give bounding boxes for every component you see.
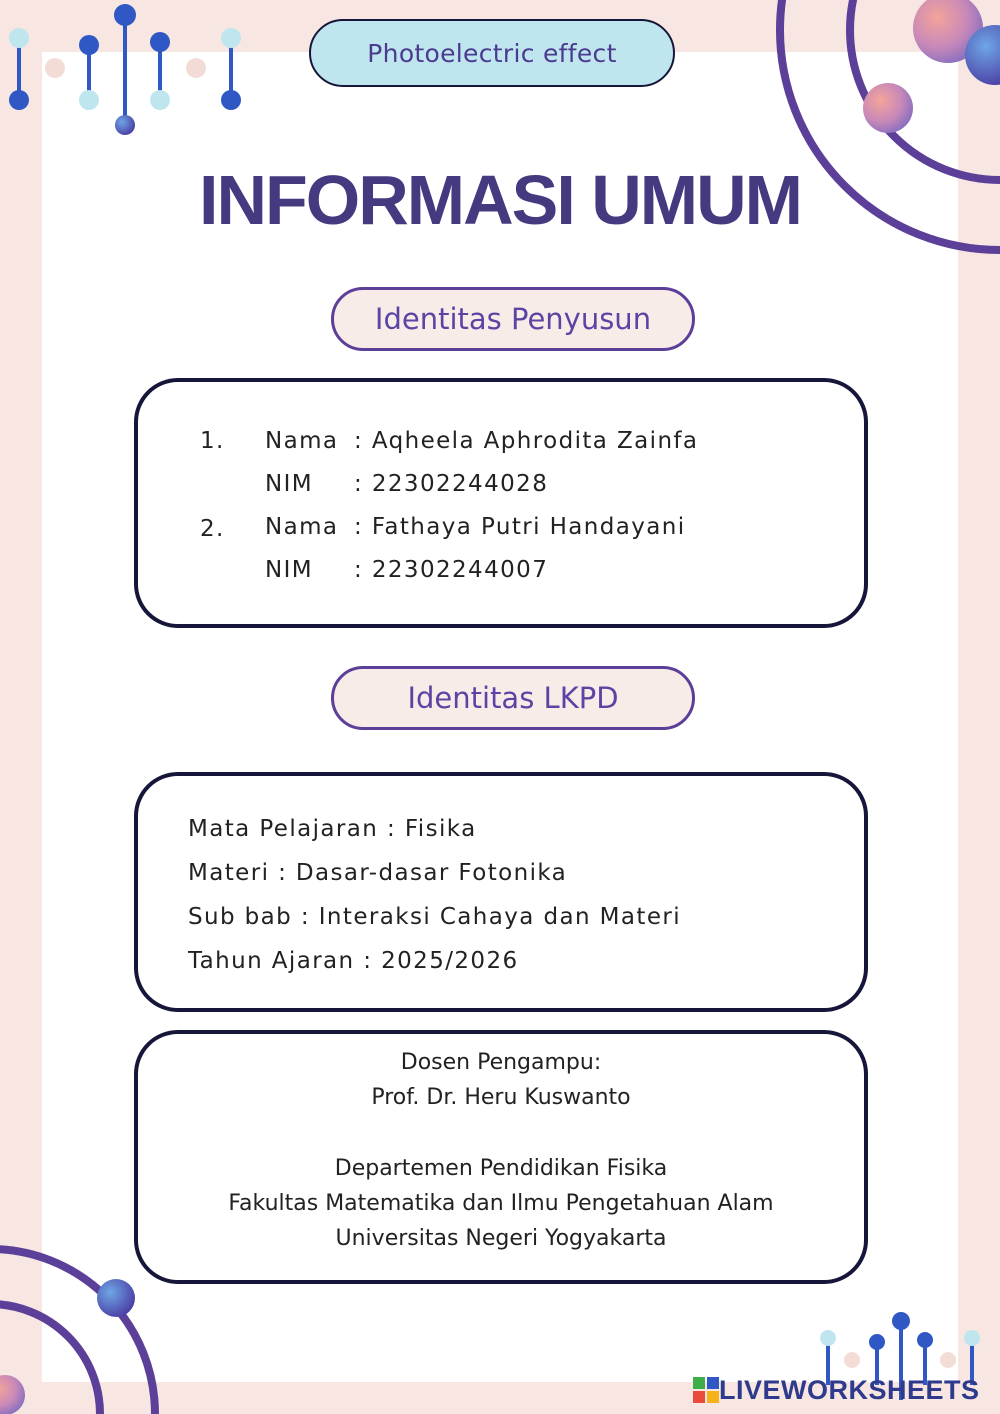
section-heading-lkpd: Identitas LKPD <box>331 666 695 730</box>
penyusun-box <box>134 378 868 628</box>
department-name: Departemen Pendidikan Fisika <box>334 1156 668 1181</box>
lkpd-box <box>134 772 868 1012</box>
section-heading-penyusun: Identitas Penyusun <box>331 287 695 351</box>
liveworksheets-logo-icon <box>693 1377 719 1403</box>
dosen-label: Dosen Pengampu: <box>400 1050 602 1075</box>
topic-pill: Photoelectric effect <box>309 19 675 87</box>
author-1-nama-value: : Aqheela Aphrodita Zainfa <box>354 428 699 454</box>
author-1-nim-label: NIM <box>265 471 314 497</box>
molecule-top-left-icon <box>9 4 241 135</box>
author-2-nama-value: : Fathaya Putri Handayani <box>354 514 686 540</box>
author-1-number: 1. <box>200 428 225 454</box>
author-2-nama-label: Nama <box>265 514 339 540</box>
dosen-name: Prof. Dr. Heru Kuswanto <box>371 1085 631 1110</box>
orbit-bottom-left-icon <box>0 1249 155 1414</box>
faculty-name: Fakultas Matematika dan Ilmu Pengetahuan Alam <box>228 1191 774 1216</box>
author-2-nim-label: NIM <box>265 557 314 583</box>
dosen-box <box>134 1030 868 1284</box>
lkpd-line-mata-pelajaran: Mata Pelajaran : Fisika <box>188 816 477 842</box>
lkpd-line-sub-bab: Sub bab : Interaksi Cahaya dan Materi <box>188 904 682 930</box>
author-2-nim-value: : 22302244007 <box>354 557 549 583</box>
author-1-nama-label: Nama <box>265 428 339 454</box>
liveworksheets-text: LIVEWORKSHEETS <box>719 1374 980 1405</box>
liveworksheets-watermark <box>693 1372 980 1408</box>
lkpd-line-tahun-ajaran: Tahun Ajaran : 2025/2026 <box>188 948 519 974</box>
page-title: INFORMASI UMUM <box>199 161 801 239</box>
university-name: Universitas Negeri Yogyakarta <box>335 1226 667 1251</box>
lkpd-line-materi: Materi : Dasar-dasar Fotonika <box>188 860 568 886</box>
author-2-number: 2. <box>200 516 225 542</box>
author-1-nim-value: : 22302244028 <box>354 471 549 497</box>
